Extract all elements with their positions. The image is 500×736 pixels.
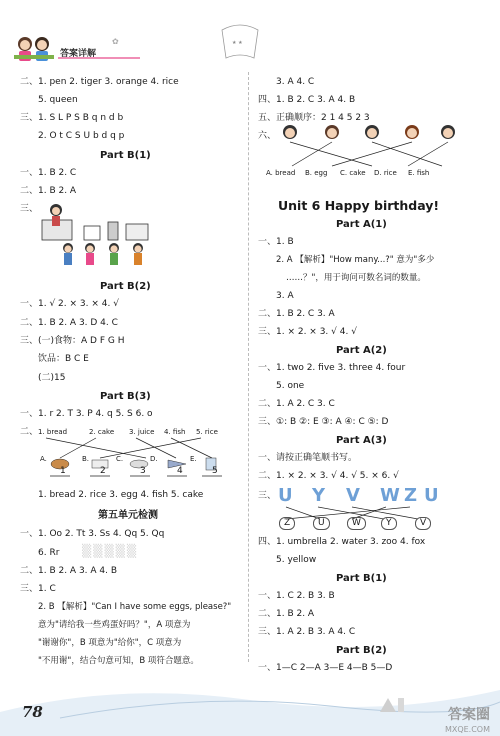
answer-line: 三、(一)食物：A D F G H <box>20 336 125 346</box>
column-divider <box>248 72 250 662</box>
watermark-logo: 答案圈 <box>448 707 490 723</box>
option-letter: C. <box>116 455 124 463</box>
svg-text:✿: ✿ <box>112 37 119 46</box>
answer-line: 二、1. B 2. A 3. A 4. B <box>20 566 118 576</box>
option-item: A. bread <box>266 169 296 177</box>
answer-line: 一、请按正确笔顺书写。 <box>258 453 358 463</box>
answer-line: 二、1. B 2. C 3. A <box>258 309 335 319</box>
answer-line: "不用谢"，结合句意可知，B 项符合题意。 <box>38 656 199 666</box>
answer-line-prefix: 三、 <box>258 491 277 501</box>
answer-line: 一、1. two 2. five 3. three 4. four <box>258 363 406 373</box>
option-letter: E. <box>190 455 197 463</box>
answer-line: 三、1. A 2. B 3. A 4. C <box>258 627 356 637</box>
word-item: 5. rice <box>196 428 218 436</box>
answer-line: 1. bread 2. rice 3. egg 4. fish 5. cake <box>38 490 204 500</box>
letter-card: W <box>380 485 400 506</box>
letter-card: U <box>278 485 293 506</box>
answer-number: 5 <box>212 466 218 476</box>
option-item: D. rice <box>374 169 397 177</box>
answer-line: 三、1. × 2. × 3. √ 4. √ <box>258 327 357 337</box>
answer-line: 饮品：B C E <box>38 354 89 364</box>
option-item: E. fish <box>408 169 430 177</box>
word-item: 1. bread <box>38 428 68 436</box>
letter-card: Z <box>404 485 418 506</box>
unit-title: Unit 6 Happy birthday! <box>278 198 440 213</box>
answer-line: 2. A 【解析】"How many...?" 意为"多少 <box>276 255 435 265</box>
ribbon-icon <box>222 25 258 58</box>
answer-line: 二、1. A 2. C 3. C <box>258 399 335 409</box>
answer-line: (二)15 <box>38 373 66 383</box>
header-title: 答案详解 <box>60 49 97 59</box>
answer-line: 一、1—C 2—A 3—E 4—B 5—D <box>258 663 393 673</box>
answer-line: 一、1. B 2. C <box>20 168 77 178</box>
answer-line: 6. Rr <box>38 548 60 558</box>
answer-line: 二、1. B 2. A <box>20 186 77 196</box>
answer-line: 四、1. umbrella 2. water 3. zoo 4. fox <box>258 537 426 547</box>
svg-text:★ ★: ★ ★ <box>232 40 243 46</box>
word-item: 3. juice <box>129 428 155 436</box>
answer-line: 5. queen <box>38 95 78 105</box>
answer-number: 1 <box>60 466 66 476</box>
footer-wave-decoration <box>0 672 500 736</box>
section-heading: Part A(1) <box>336 219 387 230</box>
section-heading: Part B(1) <box>100 150 151 161</box>
answer-line: 四、1. B 2. C 3. A 4. B <box>258 95 356 105</box>
section-heading: 第五单元检测 <box>98 510 158 521</box>
option-item: B. egg <box>305 169 328 177</box>
letter-card: U <box>424 485 439 506</box>
answer-line: 一、1. C 2. B 3. B <box>258 591 335 601</box>
kitchen-illustration <box>38 196 168 268</box>
letter-box: V <box>415 517 431 530</box>
answer-line: 二、1. × 2. × 3. √ 4. √ 5. × 6. √ <box>258 471 399 481</box>
section-heading: Part B(1) <box>336 573 387 584</box>
answer-line: 一、1. √ 2. × 3. × 4. √ <box>20 299 119 309</box>
section-heading: Part A(2) <box>336 345 387 356</box>
section-heading: Part B(2) <box>336 645 387 656</box>
answer-line: 意为"请给我一些鸡蛋好吗？"，A 项意为 <box>38 620 191 630</box>
letter-box: W <box>347 517 366 530</box>
section-heading: Part B(2) <box>100 281 151 292</box>
answer-line: 5. one <box>276 381 305 391</box>
section-heading: Part B(3) <box>100 391 151 402</box>
section-heading: Part A(3) <box>336 435 387 446</box>
kids-icon <box>14 37 54 61</box>
word-item: 2. cake <box>89 428 115 436</box>
letter-box: Z <box>279 517 295 530</box>
answer-line: ……？"，用于询问可数名词的数量。 <box>286 273 426 283</box>
letter-card: V <box>346 485 360 506</box>
answer-line: 一、1. r 2. T 3. P 4. q 5. S 6. o <box>20 409 153 419</box>
answer-line-prefix: 二、 <box>20 427 39 437</box>
answer-line: 3. A 4. C <box>276 77 315 87</box>
option-item: C. cake <box>340 169 366 177</box>
answer-line: 二、1. B 2. A <box>258 609 315 619</box>
answer-number: 2 <box>100 466 106 476</box>
answer-line: 2. B 【解析】"Can I have some eggs, please?" <box>38 602 232 612</box>
answer-line: 三、①: B ②: E ③: A ④: C ⑤: D <box>258 417 389 427</box>
letter-box: Y <box>381 517 397 530</box>
answer-line: 二、1. pen 2. tiger 3. orange 4. rice <box>20 77 179 87</box>
answer-line: 一、1. B <box>258 237 294 247</box>
option-letter: B. <box>82 455 90 463</box>
answer-line: 三、 <box>20 204 39 214</box>
answer-line: "谢谢你"，B 项意为"给你"，C 项意为 <box>38 638 182 648</box>
children-matching-illustration <box>272 122 458 172</box>
answer-line: 三、1. S L P S B q n d b <box>20 113 124 123</box>
answer-number: 4 <box>177 466 183 476</box>
word-item: 4. fish <box>164 428 186 436</box>
answer-number: 3 <box>140 466 146 476</box>
answer-line: 五、正确顺序：2 1 4 5 2 3 <box>258 113 370 123</box>
option-letter: D. <box>150 455 158 463</box>
letter-box: U <box>313 517 330 530</box>
answer-line: 3. A <box>276 291 294 301</box>
letter-card: Y <box>312 485 326 506</box>
option-letter: A. <box>40 455 47 463</box>
answer-line: 六、 <box>258 131 277 141</box>
page-number: 78 <box>22 703 43 721</box>
answer-line: 二、1. B 2. A 3. D 4. C <box>20 318 118 328</box>
answer-line: 2. O t C S U b d q p <box>38 131 125 141</box>
answer-line: 5. yellow <box>276 555 317 565</box>
watermark-url: MXQE.COM <box>444 725 490 734</box>
faded-stamp-icon: ▒▒▒▒▒ <box>82 544 139 558</box>
answer-line: 三、1. C <box>20 584 56 594</box>
answer-line: 一、1. Oo 2. Tt 3. Ss 4. Qq 5. Qq <box>20 529 165 539</box>
